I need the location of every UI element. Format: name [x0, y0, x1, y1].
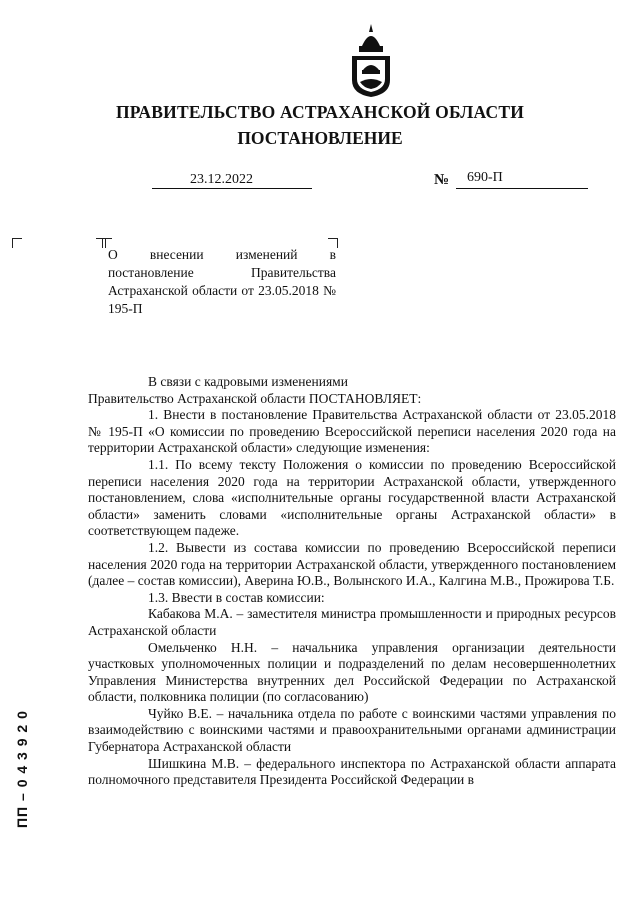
paragraph: 1. Внести в постановление Правительства Астраханской области от 23.05.2018 № 195-П «О комиссии по проведению Всероссийской переписи населения 2020 года на территории Астраханской области» следующие изменения: — [88, 407, 616, 456]
document-date: 23.12.2022 — [190, 172, 253, 187]
paragraph: Чуйко В.Е. – начальника отдела по работе с воинскими частями управления по взаимодействию с воинскими частями и правоохранительными органами администрации Губернатора Астраханской области — [88, 705, 616, 755]
document-body — [88, 374, 616, 789]
number-sign: № — [434, 172, 450, 188]
corner-mark — [12, 238, 22, 248]
coat-of-arms-icon — [348, 22, 394, 98]
paragraph: 1.2. Вывести из состава комиссии по проведению Всероссийской переписи населения 2020 года на территории Астраханской области, утвержденного постановлением (далее – состав комиссии), Аверина Ю.В., Волынского И.А., Калгина М.В., Прожирова Т.Б. — [88, 539, 616, 589]
paragraph: 1.3. Ввести в состав комиссии: — [148, 589, 325, 605]
paragraph: Правительство Астраханской области ПОСТАНОВЛЯЕТ: — [88, 390, 422, 406]
document-subject: О внесении изменений в постановление Правительства Астраханской области от 23.05.2018 № 195-П — [108, 247, 336, 316]
date-underline — [152, 188, 312, 189]
document-number: 690-П — [467, 170, 503, 185]
number-underline — [456, 188, 588, 189]
paragraph: В связи с кадровыми изменениями — [148, 374, 348, 389]
organization-title: ПРАВИТЕЛЬСТВО АСТРАХАНСКОЙ ОБЛАСТИ — [115, 102, 525, 122]
paragraph: 1.1. По всему тексту Положения о комиссии по проведению Всероссийской переписи населения 2020 года на территории Астраханской области, утвержденного постановлением, слова «исполнительные органы государственной власти Астраханской области» заменить словами «исполнительные органы Астраханской области» в соответствующем падеже. — [88, 456, 616, 539]
serial-number-stamp: ПП – 0 4 3 9 2 0 — [14, 710, 30, 828]
paragraph: Омельченко Н.Н. – начальника управления организации деятельности участковых уполномоченных полиции и подразделений по делам несовершеннолетних Управления Министерства внутренних дел Российской Федерации по Астраханской области, полковника полиции (по согласованию) — [88, 639, 616, 705]
document-type: ПОСТАНОВЛЕНИЕ — [237, 128, 403, 148]
paragraph: Кабакова М.А. – заместителя министра промышленности и природных ресурсов Астраханской области — [88, 606, 616, 638]
paragraph: Шишкина М.В. – федерального инспектора по Астраханской области аппарата полномочного представителя Президента Российской Федерации в — [88, 755, 616, 788]
